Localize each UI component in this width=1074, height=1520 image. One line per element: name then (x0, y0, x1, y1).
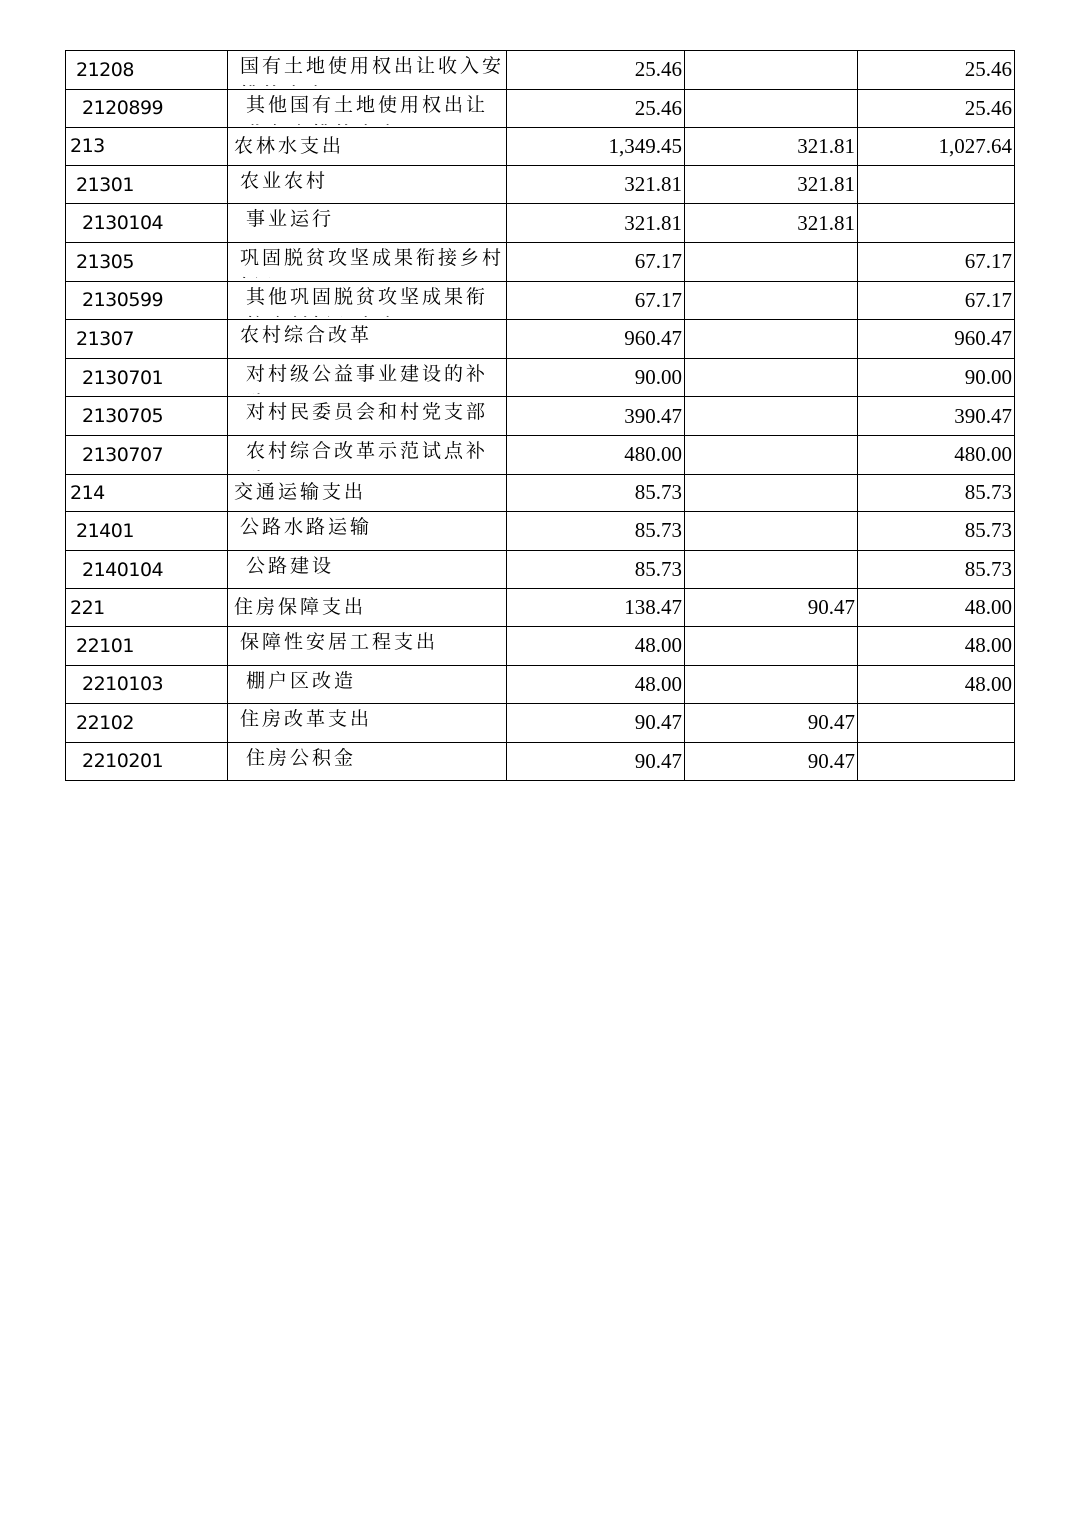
project-amount-cell: 48.00 (858, 665, 1015, 704)
subject-name-text: 国有土地使用权出让收入安 (240, 55, 505, 77)
subject-name-cell (228, 742, 507, 781)
total-amount-cell: 85.73 (507, 550, 685, 589)
subject-name-text: 农业农村 (240, 169, 329, 192)
subject-code-cell: 2130599 (66, 281, 228, 320)
subject-name-cell (228, 435, 507, 474)
subject-code-cell: 2130707 (66, 435, 228, 474)
subject-code-cell: 22102 (66, 704, 228, 743)
table-row (66, 589, 1015, 627)
subject-code-cell: 2210103 (66, 665, 228, 704)
basic-amount-cell (685, 320, 858, 359)
project-amount-cell: 67.17 (858, 242, 1015, 281)
subject-name-cell (228, 242, 507, 281)
table-body (66, 51, 1015, 781)
basic-amount-cell: 321.81 (685, 204, 858, 243)
project-amount-cell: 390.47 (858, 397, 1015, 436)
basic-amount-cell (685, 474, 858, 512)
project-amount-cell: 67.17 (858, 281, 1015, 320)
table-row (66, 550, 1015, 589)
subject-code-cell: 22101 (66, 626, 228, 665)
subject-name-cell (228, 665, 507, 704)
total-amount-cell: 85.73 (507, 512, 685, 551)
table-row (66, 165, 1015, 204)
project-amount-cell (858, 204, 1015, 243)
project-amount-cell (858, 165, 1015, 204)
subject-name-text: 交通运输支出 (234, 481, 367, 504)
subject-name-cell (228, 626, 507, 665)
subject-name-cell (228, 165, 507, 204)
project-amount-cell (858, 742, 1015, 781)
total-amount-cell: 85.73 (507, 474, 685, 512)
subject-name-text: 对村民委员会和村党支部 (246, 401, 489, 424)
project-amount-cell: 960.47 (858, 320, 1015, 359)
project-amount-cell: 25.46 (858, 89, 1015, 128)
basic-amount-cell (685, 281, 858, 320)
basic-amount-cell: 90.47 (685, 704, 858, 743)
basic-amount-cell: 90.47 (685, 589, 858, 627)
subject-code-cell: 214 (66, 474, 228, 512)
table-row (66, 281, 1015, 320)
subject-name-text: 农林水支出 (234, 134, 345, 157)
expenditure-table (65, 50, 1015, 781)
subject-name-cell (228, 320, 507, 359)
basic-amount-cell: 321.81 (685, 128, 858, 166)
table-row (66, 742, 1015, 781)
subject-name-cell (228, 128, 507, 166)
total-amount-cell: 138.47 (507, 589, 685, 627)
table-row (66, 704, 1015, 743)
subject-name-cell (228, 89, 507, 128)
total-amount-cell: 1,349.45 (507, 128, 685, 166)
project-amount-cell: 85.73 (858, 550, 1015, 589)
project-amount-cell: 1,027.64 (858, 128, 1015, 166)
subject-code-cell: 21208 (66, 51, 228, 90)
subject-name-text: 农村综合改革示范试点补 (246, 439, 489, 462)
subject-code-cell: 213 (66, 128, 228, 166)
subject-name-text: 棚户区改造 (246, 669, 357, 692)
total-amount-cell: 48.00 (507, 626, 685, 665)
project-amount-cell: 85.73 (858, 512, 1015, 551)
total-amount-cell: 67.17 (507, 242, 685, 281)
basic-amount-cell (685, 512, 858, 551)
subject-name-cell (228, 358, 507, 397)
subject-name-cell (228, 281, 507, 320)
table-row (66, 665, 1015, 704)
total-amount-cell: 390.47 (507, 397, 685, 436)
subject-code-cell: 21401 (66, 512, 228, 551)
total-amount-cell: 25.46 (507, 51, 685, 90)
total-amount-cell: 90.47 (507, 704, 685, 743)
subject-name-text: 其他国有土地使用权出让 (246, 93, 489, 116)
table-row (66, 320, 1015, 359)
table-row (66, 474, 1015, 512)
subject-name-text: 住房改革支出 (240, 708, 373, 731)
basic-amount-cell (685, 665, 858, 704)
subject-name-cell (228, 204, 507, 243)
total-amount-cell: 321.81 (507, 204, 685, 243)
basic-amount-cell (685, 51, 858, 90)
subject-name-cell (228, 512, 507, 551)
subject-name-cell (228, 704, 507, 743)
total-amount-cell: 321.81 (507, 165, 685, 204)
subject-code-cell: 2130705 (66, 397, 228, 436)
table-row (66, 358, 1015, 397)
total-amount-cell: 90.00 (507, 358, 685, 397)
subject-name-cell (228, 550, 507, 589)
subject-name-cell (228, 51, 507, 90)
subject-code-cell: 2120899 (66, 89, 228, 128)
subject-name-cell (228, 589, 507, 627)
project-amount-cell: 480.00 (858, 435, 1015, 474)
table-row (66, 51, 1015, 90)
project-amount-cell: 85.73 (858, 474, 1015, 512)
subject-name-text: 住房公积金 (246, 746, 357, 769)
subject-code-cell: 2210201 (66, 742, 228, 781)
table-row (66, 512, 1015, 551)
basic-amount-cell: 321.81 (685, 165, 858, 204)
subject-name-cell (228, 474, 507, 512)
subject-name-text: 巩固脱贫攻坚成果衔接乡村 (240, 246, 505, 269)
subject-code-cell: 2140104 (66, 550, 228, 589)
table-row (66, 397, 1015, 436)
table-row (66, 204, 1015, 243)
total-amount-cell: 480.00 (507, 435, 685, 474)
subject-code-cell: 2130701 (66, 358, 228, 397)
basic-amount-cell (685, 89, 858, 128)
subject-name-text: 公路水路运输 (240, 516, 373, 539)
subject-name-cell (228, 397, 507, 436)
subject-code-cell: 2130104 (66, 204, 228, 243)
subject-name-text: 保障性安居工程支出 (240, 630, 439, 653)
table-row (66, 626, 1015, 665)
subject-name-text: 对村级公益事业建设的补 (246, 362, 489, 385)
table-row (66, 128, 1015, 166)
basic-amount-cell (685, 626, 858, 665)
project-amount-cell: 25.46 (858, 51, 1015, 90)
subject-name-text: 事业运行 (246, 208, 335, 231)
subject-code-cell: 21307 (66, 320, 228, 359)
basic-amount-cell (685, 550, 858, 589)
subject-code-cell: 21301 (66, 165, 228, 204)
basic-amount-cell (685, 435, 858, 474)
total-amount-cell: 48.00 (507, 665, 685, 704)
budget-table-sheet (65, 50, 1014, 781)
total-amount-cell: 25.46 (507, 89, 685, 128)
subject-code-cell: 21305 (66, 242, 228, 281)
table-row (66, 89, 1015, 128)
basic-amount-cell (685, 397, 858, 436)
subject-code-cell: 221 (66, 589, 228, 627)
total-amount-cell: 67.17 (507, 281, 685, 320)
basic-amount-cell (685, 242, 858, 281)
subject-name-text: 农村综合改革 (240, 324, 373, 347)
project-amount-cell: 48.00 (858, 626, 1015, 665)
total-amount-cell: 90.47 (507, 742, 685, 781)
table-row (66, 242, 1015, 281)
subject-name-text: 住房保障支出 (234, 595, 367, 618)
basic-amount-cell (685, 358, 858, 397)
subject-name-text: 公路建设 (246, 554, 335, 577)
table-row (66, 435, 1015, 474)
basic-amount-cell: 90.47 (685, 742, 858, 781)
subject-name-text: 其他巩固脱贫攻坚成果衔 (246, 285, 489, 308)
total-amount-cell: 960.47 (507, 320, 685, 359)
project-amount-cell: 48.00 (858, 589, 1015, 627)
project-amount-cell (858, 704, 1015, 743)
project-amount-cell: 90.00 (858, 358, 1015, 397)
